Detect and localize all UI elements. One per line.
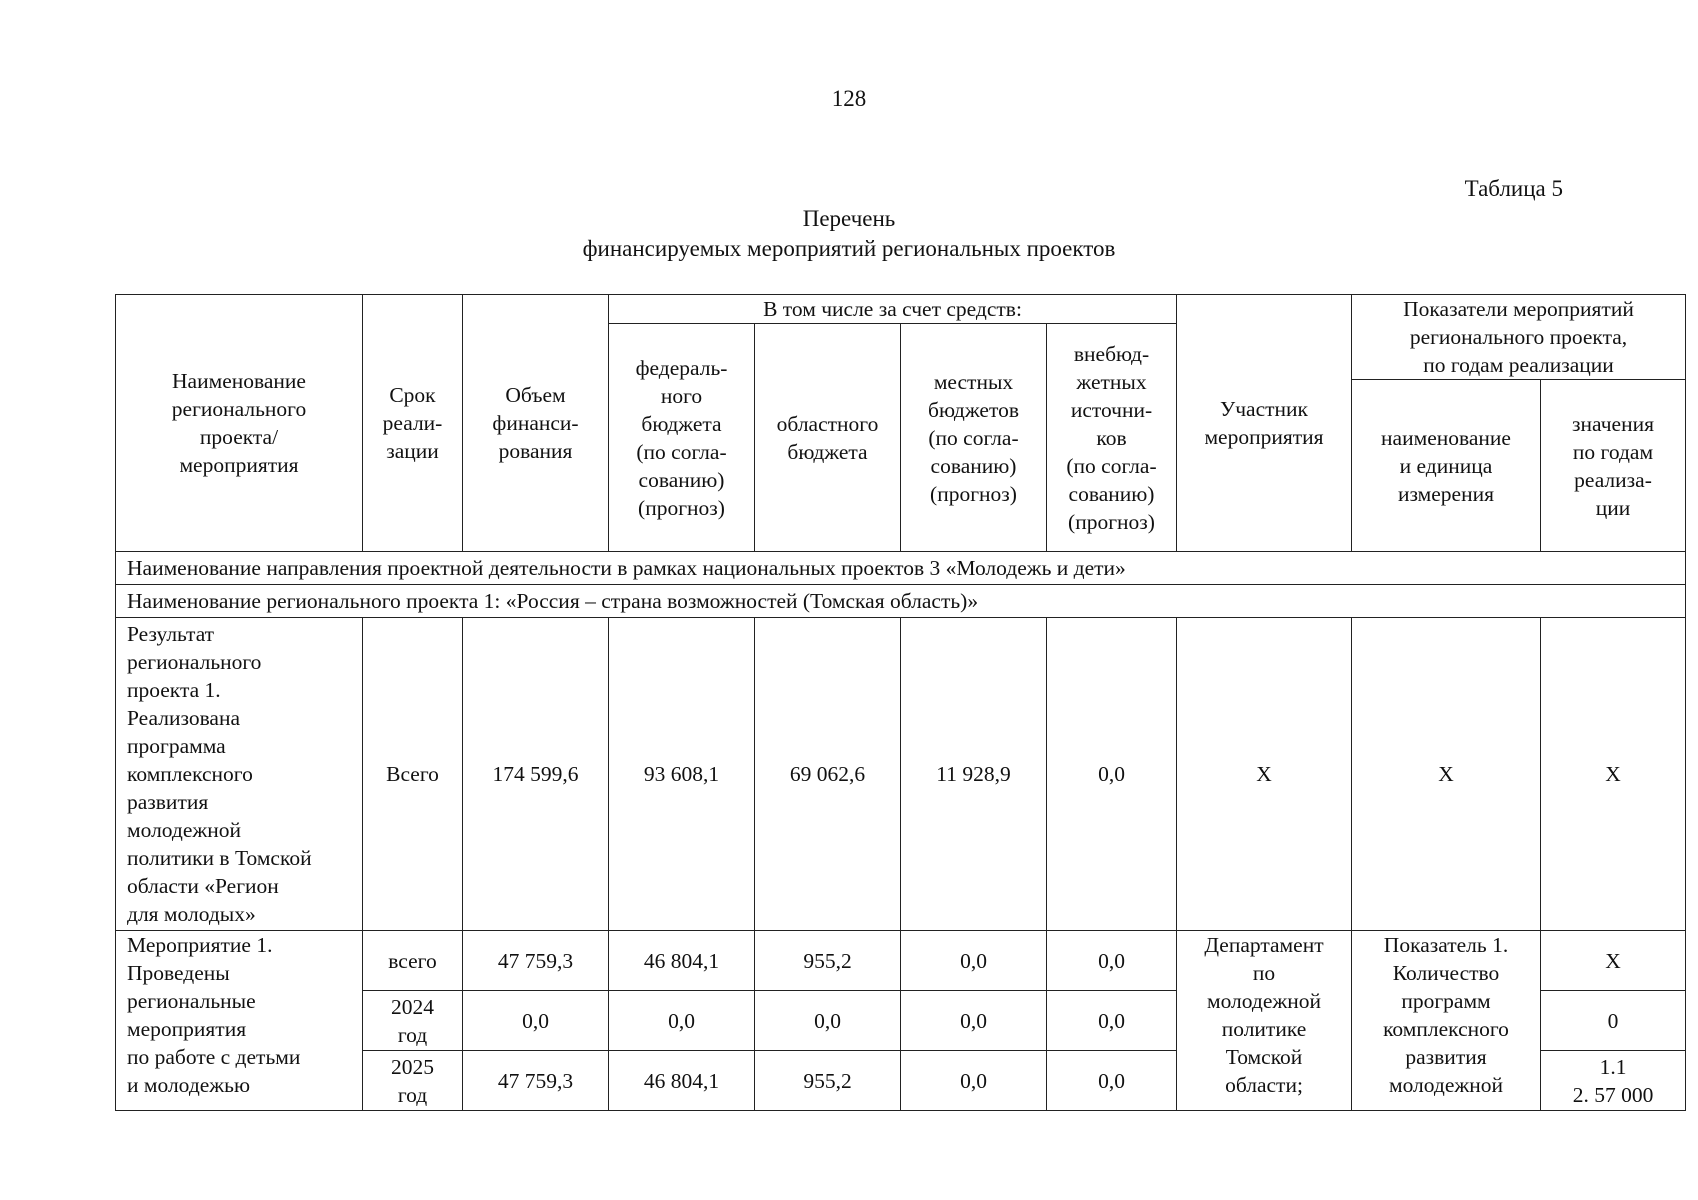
project-row: Наименование регионального проекта 1: «Россия – страна возможностей (Томская область)» xyxy=(116,585,1686,618)
activity-regional: 0,0 xyxy=(755,991,901,1051)
activity-federal: 0,0 xyxy=(609,991,755,1051)
activity-indicator-value: Х xyxy=(1541,931,1686,991)
activity-term: 2024 год xyxy=(363,991,463,1051)
header-participant: Участник мероприятия xyxy=(1177,295,1352,552)
activity-extrabudget: 0,0 xyxy=(1047,1051,1177,1111)
activity-participant: Департамент по молодежной политике Томской области; xyxy=(1177,931,1352,1111)
header-indicators: Показатели мероприятий регионального проекта, по годам реализации xyxy=(1352,295,1686,380)
header-indicator-name: наименование и единица измерения xyxy=(1352,380,1541,552)
result-indicator-name: Х xyxy=(1352,618,1541,931)
result-extrabudget: 0,0 xyxy=(1047,618,1177,931)
activity-indicator-value: 1.1 2. 57 000 xyxy=(1541,1051,1686,1111)
result-name: Результат регионального проекта 1. Реализована программа комплексного развития молодежной политики в Томской области «Регион для молодых» xyxy=(116,618,363,931)
activity-local: 0,0 xyxy=(901,1051,1047,1111)
activity-volume: 47 759,3 xyxy=(463,1051,609,1111)
activity-regional: 955,2 xyxy=(755,931,901,991)
activity-federal: 46 804,1 xyxy=(609,1051,755,1111)
header-regional: областного бюджета xyxy=(755,324,901,552)
activity-row-total xyxy=(116,931,1686,991)
header-name: Наименование регионального проекта/ мероприятия xyxy=(116,295,363,552)
activity-volume: 0,0 xyxy=(463,991,609,1051)
document-title xyxy=(0,204,1698,264)
result-local: 11 928,9 xyxy=(901,618,1047,931)
activity-extrabudget: 0,0 xyxy=(1047,931,1177,991)
result-row xyxy=(116,618,1686,931)
activity-name: Мероприятие 1. Проведены региональные мероприятия по работе с детьми и молодежью xyxy=(116,931,363,1111)
activity-local: 0,0 xyxy=(901,931,1047,991)
financing-table xyxy=(115,294,1686,1111)
activity-volume: 47 759,3 xyxy=(463,931,609,991)
activity-local: 0,0 xyxy=(901,991,1047,1051)
header-volume: Объем финанси- рования xyxy=(463,295,609,552)
result-regional: 69 062,6 xyxy=(755,618,901,931)
result-term: Всего xyxy=(363,618,463,931)
result-participant: Х xyxy=(1177,618,1352,931)
header-including: В том числе за счет средств: xyxy=(609,295,1177,324)
title-line-1: Перечень xyxy=(802,206,896,231)
direction-row: Наименование направления проектной деятельности в рамках национальных проектов 3 «Молодежь и дети» xyxy=(116,552,1686,585)
page-number: 128 xyxy=(831,86,867,111)
activity-indicator-value: 0 xyxy=(1541,991,1686,1051)
activity-term: 2025 год xyxy=(363,1051,463,1111)
table-label: Таблица 5 xyxy=(1464,176,1563,201)
activity-term: всего xyxy=(363,931,463,991)
header-local: местных бюджетов (по согла- сованию) (прогноз) xyxy=(901,324,1047,552)
result-indicator-values: Х xyxy=(1541,618,1686,931)
activity-extrabudget: 0,0 xyxy=(1047,991,1177,1051)
activity-regional: 955,2 xyxy=(755,1051,901,1111)
header-term: Срок реали- зации xyxy=(363,295,463,552)
header-federal: федераль- ного бюджета (по согла- сованию) (прогноз) xyxy=(609,324,755,552)
result-federal: 93 608,1 xyxy=(609,618,755,931)
activity-federal: 46 804,1 xyxy=(609,931,755,991)
header-indicator-values: значения по годам реализа- ции xyxy=(1541,380,1686,552)
header-extrabudget: внебюд- жетных источни- ков (по согла- сованию) (прогноз) xyxy=(1047,324,1177,552)
title-line-2: финансируемых мероприятий региональных проектов xyxy=(582,236,1116,261)
result-volume: 174 599,6 xyxy=(463,618,609,931)
activity-indicator-name: Показатель 1. Количество программ комплексного развития молодежной xyxy=(1352,931,1541,1111)
